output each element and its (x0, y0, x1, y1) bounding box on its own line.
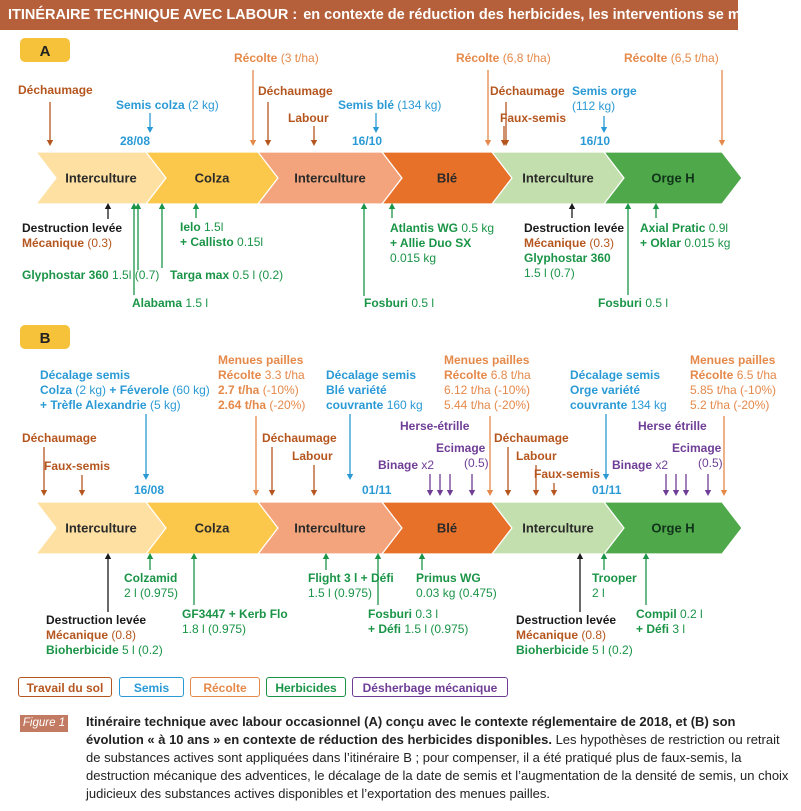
a-below-label-15: Axial Pratic 0.9l (640, 221, 729, 235)
a-above-label-5: Labour (288, 111, 329, 125)
legend-recolte: Récolte (190, 677, 260, 697)
b-above-label-2: + Trèfle Alexandrie (5 kg) (40, 398, 181, 412)
a-above-label-3: Récolte (3 t/ha) (234, 51, 319, 65)
a-above-label-6: Semis blé (134 kg) (338, 98, 442, 112)
b-above-label-12: 6.12 t/ha (-10%) (444, 383, 531, 397)
b-above-label-10: Menues pailles (444, 353, 530, 367)
b-above-label-17: Menues pailles (690, 353, 776, 367)
a-below-label-7: Atlantis WG 0.5 kg (390, 221, 495, 235)
b-arrowhead-10 (469, 490, 475, 496)
b-above-label-16: couvrante 134 kg (570, 398, 667, 412)
phase-label-a-1: Colza (194, 170, 230, 186)
b-above-label-3: Menues pailles (218, 353, 304, 367)
phase-label-b-4: Interculture (522, 520, 594, 536)
a-arrowhead-3 (265, 140, 271, 146)
b-above-label-14: Décalage semis (570, 368, 661, 382)
caption-bold: Itinéraire technique avec labour occasionnel (A) conçu avec le contexte réglementaire de 2018, et (B) son évolution « à 10 ans » en contexte de réduction des herbicides disponibles. (86, 714, 736, 747)
phase-label-b-0: Interculture (65, 520, 137, 536)
b-above-label-9: couvrante 160 kg (326, 398, 423, 412)
a-below-label-10: Fosburi 0.5 l (364, 296, 435, 310)
b-above-label-1: Colza (2 kg) + Féverole (60 kg) (40, 383, 210, 397)
badge-b-label: B (39, 330, 51, 347)
a-below-label-2: Ielo 1.5l (180, 220, 224, 234)
b-arrowhead-12 (505, 490, 511, 496)
legend-semis: Semis (119, 677, 184, 697)
b-above-label-33: Faux-semis (534, 467, 601, 481)
legend-mech: Désherbage mécanique (352, 677, 508, 697)
b-below-label-8: 1.5 l (0.975) (308, 586, 373, 600)
a-below-label-5: Targa max 0.5 l (0.2) (170, 268, 284, 282)
b-below-label-19: + Défi 3 l (636, 622, 686, 636)
b-above-label-22: Faux-semis (44, 459, 111, 473)
b-above-label-0: Décalage semis (40, 368, 131, 382)
b-below-label-9: Primus WG (416, 571, 481, 585)
b-below-label-10: 0.03 kg (0.475) (416, 586, 497, 600)
a-arrowhead-9 (601, 127, 607, 133)
b-arrowhead-5 (311, 490, 317, 496)
b-below-label-3: Mécanique (0.8) (46, 628, 137, 642)
b-above-label-7: Décalage semis (326, 368, 417, 382)
b-below-label-11: Fosburi 0.3 l (368, 607, 439, 621)
phase-label-b-3: Blé (436, 520, 458, 536)
b-above-label-11: Récolte 6.8 t/ha (444, 368, 531, 382)
b-above-label-34: Herse étrille (638, 419, 707, 433)
b-above-label-18: Récolte 6.5 t/ha (690, 368, 777, 382)
legend-herbicides: Herbicides (266, 677, 346, 697)
b-above-label-19: 5.85 t/ha (-10%) (690, 383, 777, 397)
b-arrowhead-18 (683, 490, 689, 496)
b-below-label-4: Bioherbicide 5 l (0.2) (46, 643, 163, 657)
b-arrowhead-1 (79, 490, 85, 496)
a-below-label-8: + Allie Duo SX (390, 236, 472, 250)
b-below-label-16: Mécanique (0.8) (516, 628, 607, 642)
a-above-label-12: (112 kg) (572, 99, 616, 113)
b-below-label-13: Trooper (592, 571, 637, 585)
b-above-label-13: 5.44 t/ha (-20%) (444, 398, 531, 412)
phase-label-b-2: Interculture (294, 520, 366, 536)
b-above-label-23: 16/08 (134, 483, 165, 497)
b-above-label-15: Orge variété (570, 383, 641, 397)
figure-tag: Figure 1 (20, 715, 68, 732)
a-above-label-14: Récolte (6,5 t/ha) (624, 51, 719, 65)
b-below-label-0: Colzamid (124, 571, 178, 585)
a-below-label-4: Glyphostar 360 1.5l (0.7) (22, 268, 160, 282)
b-arrowhead-2 (143, 474, 149, 480)
badge-a-label: A (39, 43, 51, 60)
a-above-label-10: Faux-semis (500, 111, 567, 125)
a-arrowhead-4 (311, 140, 317, 146)
b-below-label-5: GF3447 + Kerb Flo (182, 607, 288, 621)
b-below-label-1: 2 l (0.975) (124, 586, 179, 600)
b-above-label-21: Déchaumage (22, 431, 97, 445)
b-below-label-2: Destruction levée (46, 613, 147, 627)
a-above-label-2: 28/08 (120, 134, 151, 148)
b-arrowhead-4 (269, 490, 275, 496)
a-below-label-16: + Oklar 0.015 kg (640, 236, 731, 250)
phase-label-b-1: Colza (194, 520, 230, 536)
b-arrowhead-9 (447, 490, 453, 496)
b-below-label-12: + Défi 1.5 l (0.975) (368, 622, 469, 636)
b-arrowhead-8 (437, 490, 443, 496)
b-arrowhead-13 (533, 490, 539, 496)
b-arrowhead-0 (41, 490, 47, 496)
b-arrowhead-11 (487, 490, 493, 496)
a-below-label-12: Mécanique (0.3) (524, 236, 615, 250)
a-below-label-17: Fosburi 0.5 l (598, 296, 669, 310)
a-arrowhead-0 (47, 140, 53, 146)
legend-soil: Travail du sol (18, 677, 112, 697)
a-below-label-11: Destruction levée (524, 221, 625, 235)
phase-label-a-3: Blé (436, 170, 458, 186)
b-arrowhead-20 (721, 490, 727, 496)
b-arrowhead-17 (673, 490, 679, 496)
b-arrowhead-7 (427, 490, 433, 496)
b-above-label-24: Déchaumage (262, 431, 337, 445)
a-below-label-6: Alabama 1.5 l (132, 296, 209, 310)
b-above-label-29: Binage x2 (378, 458, 435, 472)
b-arrowhead-16 (663, 490, 669, 496)
b-arrowhead-6 (347, 474, 353, 480)
a-arrowhead-10 (719, 140, 725, 146)
b-below-label-15: Destruction levée (516, 613, 617, 627)
b-above-label-8: Blé variété (326, 383, 387, 397)
b-above-label-32: Labour (516, 449, 557, 463)
a-above-label-1: Semis colza (2 kg) (116, 98, 219, 112)
phase-label-b-5: Orge H (651, 520, 695, 536)
timeline-b (36, 502, 742, 554)
b-arrowhead-3 (253, 490, 259, 496)
a-below-label-14: 1.5 l (0.7) (524, 266, 575, 280)
phase-label-a-0: Interculture (65, 170, 137, 186)
a-arrowhead-1 (147, 127, 153, 133)
banner-subtitle: en contexte de réduction des herbicides, les interventions se multiplient (303, 7, 801, 23)
b-above-label-6: 2.64 t/ha (-20%) (218, 398, 306, 412)
figure-caption (86, 713, 794, 803)
banner-title: ITINÉRAIRE TECHNIQUE AVEC LABOUR : (8, 7, 298, 23)
b-arrowhead-19 (705, 490, 711, 496)
a-above-label-9: Déchaumage (490, 84, 565, 98)
phase-label-a-5: Orge H (651, 170, 695, 186)
a-below-label-13: Glyphostar 360 (524, 251, 611, 265)
a-below-label-3: + Callisto 0.15l (180, 235, 264, 249)
a-below-label-9: 0.015 kg (390, 251, 437, 265)
b-above-label-4: Récolte 3.3 t/ha (218, 368, 305, 382)
a-arrowhead-5 (373, 127, 379, 133)
b-above-label-38: 01/11 (592, 483, 622, 497)
a-arrowhead-6 (485, 140, 491, 146)
a-above-label-13: 16/10 (580, 134, 611, 148)
a-below-label-0: Destruction levée (22, 221, 123, 235)
b-arrowhead-14 (551, 490, 557, 496)
phase-label-a-2: Interculture (294, 170, 366, 186)
b-above-label-35: Ecimage (672, 441, 722, 455)
a-arrowhead-2 (250, 140, 256, 146)
b-above-label-30: 01/11 (362, 483, 392, 497)
a-above-label-11: Semis orge (572, 84, 637, 98)
a-above-label-8: Récolte (6,8 t/ha) (456, 51, 551, 65)
caption-text: Les hypothèses de restriction ou retrait de substances actives sont appliquées dans l’itinéraire B ; pour compenser, il a été pratiqué plus de faux-semis, la destruction mécanique des adventices, le décalage de la date de semis et l’augmentation de la densité de semis, un choix judicieux des substances actives disponibles et l’exportation des menues pailles. (86, 732, 789, 801)
a-above-label-4: Déchaumage (258, 84, 333, 98)
b-below-label-6: 1.8 l (0.975) (182, 622, 247, 636)
phase-label-a-4: Interculture (522, 170, 594, 186)
b-arrowhead-15 (603, 474, 609, 480)
b-below-label-17: Bioherbicide 5 l (0.2) (516, 643, 633, 657)
a-above-label-7: 16/10 (352, 134, 383, 148)
a-below-label-1: Mécanique (0.3) (22, 236, 113, 250)
b-above-label-20: 5.2 t/ha (-20%) (690, 398, 770, 412)
b-above-label-26: Herse-étrille (400, 419, 470, 433)
b-above-label-25: Labour (292, 449, 333, 463)
b-above-label-5: 2.7 t/ha (-10%) (218, 383, 299, 397)
a-above-label-0: Déchaumage (18, 83, 93, 97)
b-below-label-14: 2 l (592, 586, 605, 600)
b-above-label-27: Ecimage (436, 441, 486, 455)
b-above-label-31: Déchaumage (494, 431, 569, 445)
b-below-label-7: Flight 3 l + Défi (308, 571, 394, 585)
b-above-label-28: (0.5) (464, 456, 489, 470)
timeline-a (36, 152, 742, 204)
b-below-label-18: Compil 0.2 l (636, 607, 703, 621)
b-above-label-36: (0.5) (698, 456, 723, 470)
b-above-label-37: Binage x2 (612, 458, 669, 472)
